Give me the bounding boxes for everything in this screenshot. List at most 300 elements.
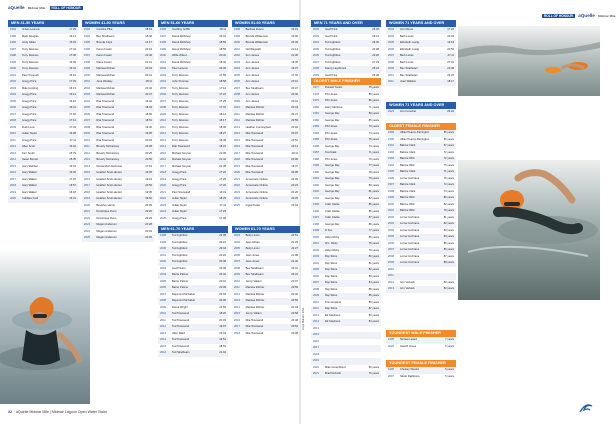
cell-name: Danny Heydinrick	[325, 67, 347, 70]
cell-time: 17:12	[219, 86, 226, 90]
cell-name: Gary Webber	[22, 164, 38, 168]
cell-year: 2011	[234, 286, 240, 289]
cell-time: 20:59	[291, 286, 298, 289]
cell-time: 19:35	[145, 190, 152, 194]
photo-swimmer-left	[0, 248, 90, 404]
cell-time: 20:51	[291, 234, 298, 237]
cell-year: 2019	[10, 190, 16, 194]
cell-time: 20:04	[219, 292, 226, 296]
cell-year: 2006	[160, 93, 166, 96]
cell-name: Rita Townsend	[245, 164, 264, 168]
cell-name: Gregg Price	[172, 171, 187, 174]
cell-name: Rita Townsend	[245, 318, 264, 322]
cell-year: 2023	[160, 203, 166, 207]
cell-year: 1995	[388, 170, 394, 173]
cell-year: 2002	[313, 28, 319, 31]
cell-year: 2010	[10, 132, 16, 135]
cell-year: 2023	[388, 110, 394, 113]
table-header: WOMEN 61-70 YEARS	[232, 226, 300, 233]
cell-year: 2004	[388, 228, 394, 232]
table-row	[386, 374, 456, 381]
cell-time: 20:20	[145, 210, 152, 213]
cell-time: 27:31	[447, 60, 454, 64]
cell-year: 2010	[84, 138, 90, 142]
cell-year: 2007	[160, 99, 166, 103]
cell-name: Marissa Richter	[96, 86, 116, 90]
cell-name: Ray Skine	[325, 294, 338, 297]
cell-year: 2007	[10, 112, 16, 116]
cell-name: Ann James	[245, 67, 260, 70]
cell-year: 1994	[84, 34, 90, 38]
cell-name: Terry Downes	[172, 99, 189, 103]
cell-year: 2021	[234, 177, 240, 181]
cell-year: 1997	[10, 47, 16, 51]
cell-year: 2008	[388, 60, 394, 64]
cell-time: 86 years	[368, 99, 379, 102]
cell-time: 16:18	[69, 190, 76, 194]
cell-year: 2018	[160, 171, 166, 174]
cell-time: 20:00	[291, 34, 298, 38]
cell-year: 1999	[234, 34, 240, 38]
cell-name: Ray Skine	[325, 281, 338, 284]
cell-name: Ann James	[245, 60, 260, 64]
cell-year: 2012	[234, 292, 240, 296]
cell-time: 26:48	[372, 73, 379, 77]
cell-year: 2011	[160, 125, 166, 129]
cell-year: 2012	[160, 132, 166, 135]
cell-name: Karen Foster	[96, 54, 112, 57]
cell-year: 2005	[10, 99, 16, 103]
cell-year: 2025	[160, 216, 166, 220]
cell-time: 18:58	[219, 80, 226, 83]
cell-name: Beverly McCartney	[96, 151, 120, 155]
cell-year: 1991	[388, 144, 394, 147]
cell-time: 20:40	[219, 67, 226, 70]
cell-year: 2017	[313, 346, 319, 349]
cell-year: 1995	[10, 34, 16, 38]
table-youngest-male	[386, 330, 456, 350]
cell-year: 2013	[84, 158, 90, 161]
cell-time: 77 years	[368, 164, 379, 167]
cell-year: 2015	[234, 138, 240, 142]
cell-time: 20:16	[219, 240, 226, 244]
cell-name: Lorna Cochrane	[400, 254, 420, 258]
cell-year: 2020	[160, 184, 166, 187]
cell-year: 2024	[160, 210, 166, 213]
cell-year: 2024	[84, 229, 90, 233]
cell-year: 2007	[313, 60, 319, 64]
cell-name: Rita Townsend	[245, 325, 264, 328]
cell-name: Raymond McCabel	[172, 292, 195, 296]
cell-year: 2011	[10, 138, 16, 142]
cell-time: 20:04	[145, 138, 152, 142]
cell-name: Rita Townsend	[245, 158, 264, 161]
cell-name: Terry Downes	[172, 73, 189, 77]
cell-name: Babnie Wild	[400, 163, 415, 167]
cell-time: 16:13	[69, 86, 76, 90]
cell-name: Gill Wagstaff	[245, 47, 261, 51]
cell-name: George Ray	[325, 183, 340, 187]
cell-name: Paul Townsend	[172, 190, 191, 194]
cell-time: 86 years	[368, 209, 379, 213]
photo-swimmer-right-bottom	[458, 160, 600, 300]
cell-year: 1998	[313, 222, 319, 226]
cell-year: 2010	[388, 267, 394, 271]
cell-time: 20:04	[291, 203, 298, 207]
cell-year: 2008	[160, 299, 166, 302]
cell-time: 78 years	[368, 170, 379, 174]
cell-name: Paul Trenouth	[22, 73, 39, 77]
cell-name: Ray Skine	[325, 255, 338, 258]
cell-year: 1989	[313, 164, 319, 167]
cell-name: Gregg Price	[172, 216, 187, 220]
cell-time: 26:22	[447, 110, 454, 113]
cell-name: Rita Townsend	[245, 151, 264, 155]
cell-year: 2012	[234, 119, 240, 122]
cell-year: 2004	[313, 41, 319, 44]
cell-name: Jillian Pearce-Parrington	[400, 137, 430, 141]
cell-name: W.L. Ricky	[325, 242, 338, 245]
cell-year: 2022	[234, 184, 240, 187]
cell-time: 20:37	[291, 132, 298, 135]
cell-time: 20:25	[291, 197, 298, 200]
cell-year: 2000	[388, 202, 394, 206]
cell-time: 20:40	[291, 292, 298, 296]
cell-time: 71 years	[443, 170, 454, 173]
cell-time: 20:47	[145, 93, 152, 96]
cell-name: Terry Downes	[172, 138, 189, 142]
cell-name: Phil Jones	[325, 99, 338, 102]
cell-year: 1998	[234, 28, 240, 31]
cell-name: Beverly McCartney	[96, 145, 120, 148]
cell-time: 18:29	[219, 197, 226, 200]
cell-year: 2016	[84, 177, 90, 181]
table-body	[311, 85, 381, 378]
cell-year: 2020	[84, 203, 90, 207]
cell-year: 2022	[84, 216, 90, 220]
cell-time: 85 years	[368, 235, 379, 239]
cell-name: Bev Strathearn	[245, 86, 264, 90]
cell-year: 1985	[313, 138, 319, 141]
cell-time: 89 years	[368, 112, 379, 115]
cell-name: George Ray	[325, 144, 340, 148]
table-women-71-over-b	[386, 102, 456, 116]
cell-year: 1990	[313, 170, 319, 174]
cell-name: Bev Strathearn	[245, 266, 264, 270]
cell-year: 2016	[160, 351, 166, 354]
cell-year: 2025	[84, 236, 90, 239]
cell-name: Allen Scott	[22, 145, 35, 148]
cell-time: 83 years	[443, 287, 454, 290]
cell-name: Aldyn Ricky	[325, 235, 340, 239]
cell-year: 2015	[160, 344, 166, 348]
cell-name: Gareth Jones	[400, 344, 417, 348]
table-body	[82, 27, 154, 242]
cell-year: 1999	[10, 60, 16, 64]
cell-year: 2007	[313, 281, 319, 284]
cell-year: 2015	[160, 151, 166, 155]
cell-year: 2017	[160, 164, 166, 168]
cell-time: 74 years	[368, 131, 379, 135]
cell-year: 2025	[234, 203, 240, 207]
cell-name: Ted Townsend	[172, 312, 190, 315]
cell-year: 2013	[313, 320, 319, 323]
cell-year: 1997	[388, 183, 394, 186]
cell-time: 15:79	[69, 151, 76, 155]
cell-time: 87 years	[368, 307, 379, 310]
cell-year: 2009	[84, 132, 90, 135]
cell-name: Ann James	[245, 54, 260, 57]
cell-time: 22:27	[291, 247, 298, 250]
cell-year: 2010	[388, 73, 394, 77]
table-header: WOMEN 41-50 YEARS	[82, 20, 154, 27]
cell-year: 2007	[234, 86, 240, 90]
table-body	[232, 27, 300, 209]
cell-time: 83 years	[368, 313, 379, 317]
cell-year: 2003	[160, 266, 166, 270]
cell-time: 21:30	[291, 54, 298, 57]
cell-time: 17:22	[219, 171, 226, 174]
cell-name: Marissa Richter	[245, 112, 265, 116]
cell-time: 17:11	[219, 203, 226, 207]
cell-name: Gregg Price	[22, 112, 37, 116]
cell-time: 18:14	[219, 112, 226, 116]
photo-credit: Lloyd Marais / RSA	[302, 307, 305, 330]
cell-time: 17:44	[69, 47, 76, 51]
cell-time: 80 years	[443, 196, 454, 199]
cell-time: 16:57	[69, 184, 76, 187]
cell-year: 2011	[313, 307, 319, 310]
cell-year: 2018	[313, 352, 319, 356]
cell-time: 20:48	[145, 145, 152, 148]
cell-name: Phil Jones	[325, 157, 338, 161]
cell-name: Babnie Wild	[400, 202, 415, 206]
cell-year: 2003	[313, 34, 319, 38]
cell-name: D Fox	[325, 229, 333, 232]
cell-name: Heather Scott-Hunter	[96, 184, 122, 187]
cell-year: 2021	[313, 372, 319, 375]
cell-year: 2000	[84, 73, 90, 77]
cell-time: 80 years	[368, 365, 379, 369]
cell-name: Terry Downes	[22, 67, 39, 70]
cell-time: 17:25	[219, 177, 226, 181]
cell-year: 2015	[313, 333, 319, 336]
cell-name: Ann James	[245, 93, 260, 96]
cell-year: 1996	[10, 41, 16, 44]
cell-year: 2004	[10, 93, 16, 96]
cell-year: 1998	[388, 189, 394, 193]
cell-name: Terry Downes	[172, 112, 189, 116]
cell-name: Beth Lucas	[400, 34, 414, 38]
cell-year: 2008	[313, 287, 319, 291]
cell-name: Babnie Clark	[400, 150, 416, 154]
cell-year: 2003	[388, 222, 394, 225]
cell-year: 2002	[313, 248, 319, 252]
cell-year: 2020	[10, 197, 16, 200]
cell-year: 2010	[160, 119, 166, 122]
cell-year: 2022	[388, 344, 394, 348]
cell-year: 2015	[84, 171, 90, 174]
cell-year: 2004	[160, 80, 166, 83]
table-header: MEN 51-60 YEARS	[158, 20, 228, 27]
cell-time: 21:56	[219, 305, 226, 309]
page-footer-left	[8, 410, 107, 414]
cell-time: 20:48	[219, 260, 226, 263]
table-body	[232, 233, 300, 337]
cell-name: Ted Lightfoot	[325, 60, 341, 64]
cell-name: Ted Townsend	[172, 338, 190, 341]
cell-time: 18:31	[219, 145, 226, 148]
cell-name: Sarah Rathbone	[400, 374, 420, 378]
cell-time: 17:02	[291, 73, 298, 77]
cell-year: 2005	[388, 235, 394, 238]
cell-year: 1995	[388, 338, 394, 341]
cell-year: 1980	[313, 105, 319, 109]
cell-year: 2012	[388, 280, 394, 284]
cell-name: Julian Taylor	[172, 210, 187, 213]
cell-year: 2009	[388, 261, 394, 264]
cell-name: Rita Townsend	[96, 99, 114, 103]
cell-time: 20:53	[447, 47, 454, 51]
cell-name: Gregg Price	[22, 106, 37, 109]
cell-time: 79 years	[443, 209, 454, 212]
cell-name: Rob Townsend	[172, 145, 190, 148]
cell-year: 1988	[313, 157, 319, 161]
table-body	[386, 27, 456, 86]
cell-name: Lorna Cochrane	[400, 228, 420, 232]
cell-name: Ray Skine	[325, 287, 338, 291]
cell-time: 20:29	[145, 216, 152, 220]
cell-time: 20:09	[145, 203, 152, 207]
cell-name: Gregg Price	[22, 99, 37, 103]
cell-year: 2019	[313, 359, 319, 362]
cell-year: 2000	[160, 54, 166, 57]
cell-name: Lorna Cochrane	[400, 215, 420, 219]
cell-name: Ted Lightfoot	[172, 234, 188, 237]
cell-year: 2005	[160, 279, 166, 283]
cell-name: Ted Lightfoot	[172, 260, 188, 263]
cell-time: 20:50	[145, 184, 152, 187]
cell-year: 1981	[313, 112, 319, 115]
cell-year: 1993	[388, 157, 394, 160]
cell-time: 23:20	[372, 54, 379, 57]
cell-year: 2008	[313, 67, 319, 70]
cell-year: 2009	[388, 67, 394, 70]
cell-year: 1994	[313, 196, 319, 200]
cell-year: 2005	[84, 106, 90, 109]
cell-name: Michael Smyser	[172, 158, 192, 161]
cell-name: Rita Townsend	[245, 132, 264, 135]
cell-year: 2012	[84, 151, 90, 155]
cell-name: Gregg Price	[172, 177, 187, 181]
cell-year: 2013	[160, 331, 166, 335]
cell-time: 5 years	[445, 368, 454, 371]
cell-name: Barrie Palmer	[172, 286, 189, 289]
table-women-61-70	[232, 226, 300, 337]
cell-time: 23:03	[447, 34, 454, 38]
cell-time: 16:28	[69, 132, 76, 135]
cell-year: 2019	[84, 197, 90, 200]
cell-name: Babnie Wild	[400, 157, 415, 160]
cell-name: Beverley Harris	[96, 203, 115, 207]
cell-time: 20:22	[219, 253, 226, 257]
cell-year: 2006	[388, 47, 394, 51]
cell-name: Raymond McCabel	[172, 299, 195, 302]
cell-year: 2006	[313, 274, 319, 278]
cell-time: 20:48	[219, 266, 226, 270]
cell-time: 5 years	[445, 374, 454, 378]
cell-year: 2004	[234, 240, 240, 244]
cell-time: 75 years	[368, 138, 379, 141]
cell-year: 1978	[313, 92, 319, 96]
cell-time: 82 years	[443, 222, 454, 225]
cell-time: 82 years	[443, 280, 454, 284]
cell-year: 2008	[234, 93, 240, 96]
cell-time: 73 years	[368, 144, 379, 148]
cell-time: 21:48	[219, 164, 226, 168]
cell-name: Terry Downes	[22, 47, 39, 51]
cell-name: Kerr Smith	[22, 151, 35, 155]
cell-time: 20:26	[291, 190, 298, 194]
cell-time: 79 years	[368, 177, 379, 180]
cell-year: 2020	[313, 365, 319, 369]
cell-name: Gary Walker	[22, 171, 37, 174]
cell-time: 20:10	[291, 80, 298, 83]
cell-year: 2002	[160, 67, 166, 70]
cell-name: Derek Wright	[172, 305, 188, 309]
cell-name: Fred Aaik	[325, 151, 337, 154]
cell-time: 18:46	[145, 34, 152, 38]
cell-time: 17:23	[219, 210, 226, 213]
cell-year: 1997	[160, 34, 166, 38]
cell-time: 76 years	[443, 176, 454, 180]
cell-time: 83 years	[443, 228, 454, 232]
cell-time: 72 years	[443, 150, 454, 154]
cell-year: 1977	[313, 86, 319, 89]
cell-time: 17:32	[219, 106, 226, 109]
cell-time: 87 years	[443, 254, 454, 258]
cell-time: 18:53	[219, 344, 226, 348]
cell-name: Allen Ward	[172, 331, 186, 335]
table-body	[386, 367, 456, 380]
table-header: YOUNGEST MALE FINISHER	[386, 330, 456, 337]
cell-name: Colin Clarke	[325, 216, 340, 219]
cell-year: 1983	[313, 125, 319, 128]
cell-time: 17:03	[69, 125, 76, 129]
cell-name: Rita Townsend	[245, 171, 264, 174]
cell-time: 82 years	[368, 196, 379, 200]
cell-year: 2001	[10, 73, 16, 77]
cell-year: 2014	[10, 158, 16, 161]
cell-year: 1993	[313, 190, 319, 193]
cell-name: Geoffrey Griffin	[172, 28, 191, 31]
cell-name: Rudi Louw	[22, 125, 35, 129]
table-oldest-female	[386, 123, 456, 293]
cell-time: 72 years	[443, 183, 454, 186]
cell-year: 1998	[10, 54, 16, 57]
cell-time: 21:09	[219, 151, 226, 155]
cell-year: 2018	[10, 184, 16, 187]
table-row	[386, 79, 456, 86]
table-body	[386, 337, 456, 350]
cell-time: 19:42	[145, 99, 152, 103]
table-row	[386, 344, 456, 351]
cell-name: Rita Townsend	[96, 125, 114, 129]
cell-time: 85 years	[368, 287, 379, 291]
cell-name: Heather Scott-Hunter	[96, 197, 122, 200]
cell-year: 1986	[313, 144, 319, 148]
cell-time: 20:41	[291, 266, 298, 270]
